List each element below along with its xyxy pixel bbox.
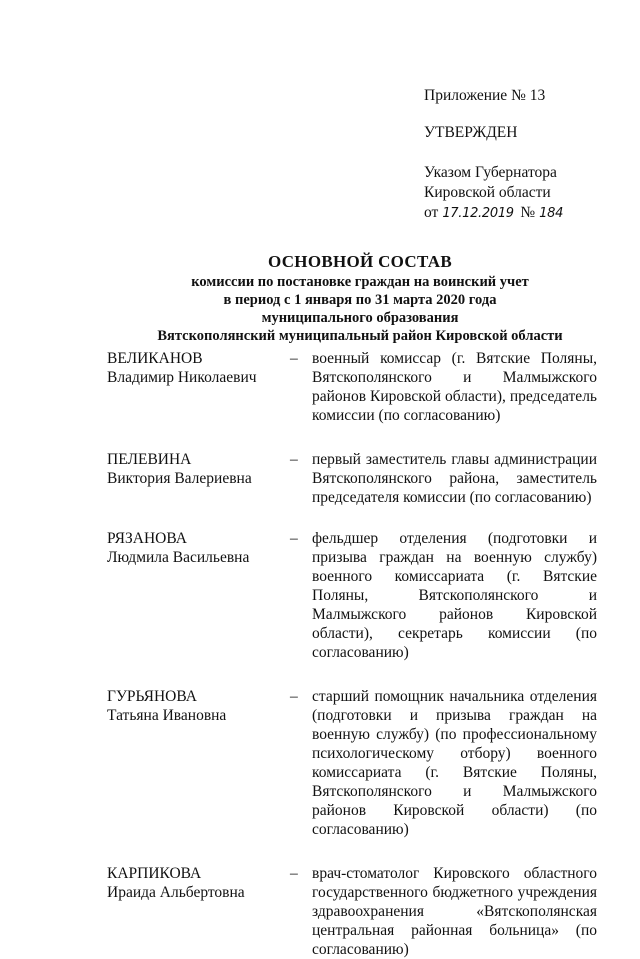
member-role: военный комиссар (г. Вятские Поляны, Вятскополянского и Малмыжского районов Кировской области), председатель комиссии (по согласованию) <box>312 350 597 424</box>
member-surname: КАРПИКОВА <box>107 865 202 882</box>
decree-date-line <box>424 203 624 224</box>
title-line-2: в период с 1 января по 31 марта 2020 года <box>223 292 497 308</box>
approved-label: УТВЕРЖДЕН <box>424 124 518 141</box>
member-given-name: Людмила Васильевна <box>107 549 250 566</box>
document-title <box>60 251 640 345</box>
member-item <box>107 450 597 507</box>
decree-line-2: Кировской области <box>424 184 551 201</box>
member-role: фельдшер отделения (подготовки и призыва граждан на военную службу) военного комиссариата (г. Вятские Поляны, Вятскополянского и Малмыжского районов Кировской области), секретарь комиссии (по согласованию) <box>312 530 597 661</box>
member-name <box>107 349 287 387</box>
title-line-1: комиссии по постановке граждан на воинский учет <box>191 274 529 290</box>
member-item <box>107 349 597 425</box>
decree-line-1: Указом Губернатора <box>424 164 557 181</box>
member-item <box>107 864 597 959</box>
appendix-number: Приложение № 13 <box>424 87 546 104</box>
member-role: старший помощник начальника отделения (подготовки и призыва граждан на военную службу) (по профессиональному психологическому отбору) военного комиссариата (г. Вятские Поляны, Вятскополянского и Малмыжского районов Кировской области) (по согласованию) <box>312 688 597 838</box>
member-role: первый заместитель главы администрации Вятскополянского района, заместитель председателя комиссии (по согласованию) <box>312 451 597 506</box>
member-dash: – <box>290 865 298 882</box>
date-prefix: от <box>424 204 439 221</box>
member-item <box>107 687 597 839</box>
member-surname: ВЕЛИКАНОВ <box>107 350 203 367</box>
member-given-name: Виктория Валериевна <box>107 470 252 487</box>
member-name <box>107 450 287 488</box>
member-surname: ПЕЛЕВИНА <box>107 451 192 468</box>
member-name <box>107 687 287 725</box>
member-dash: – <box>290 350 298 367</box>
member-dash: – <box>290 688 298 705</box>
number-prefix: № <box>520 204 536 221</box>
member-given-name: Ираида Альбертовна <box>107 884 245 901</box>
member-item <box>107 529 597 662</box>
member-surname: РЯЗАНОВА <box>107 530 187 547</box>
member-name <box>107 529 287 567</box>
member-dash: – <box>290 530 298 547</box>
member-dash: – <box>290 451 298 468</box>
title-line-4: Вятскополянский муниципальный район Кировской области <box>157 328 563 344</box>
member-surname: ГУРЬЯНОВА <box>107 688 197 705</box>
member-role: врач-стоматолог Кировского областного государственного бюджетного учреждения здравоохранения «Вятскополянская центральная районная больница» (по согласованию) <box>312 865 597 958</box>
title-main: ОСНОВНОЙ СОСТАВ <box>267 252 452 271</box>
handwritten-number: 184 <box>539 206 564 221</box>
member-given-name: Татьяна Ивановна <box>107 707 227 724</box>
member-name <box>107 864 287 902</box>
approval-block <box>424 86 624 224</box>
handwritten-date: 17.12.2019 <box>442 206 514 221</box>
title-line-3: муниципального образования <box>261 310 459 326</box>
member-list <box>107 349 597 959</box>
member-given-name: Владимир Николаевич <box>107 369 257 386</box>
